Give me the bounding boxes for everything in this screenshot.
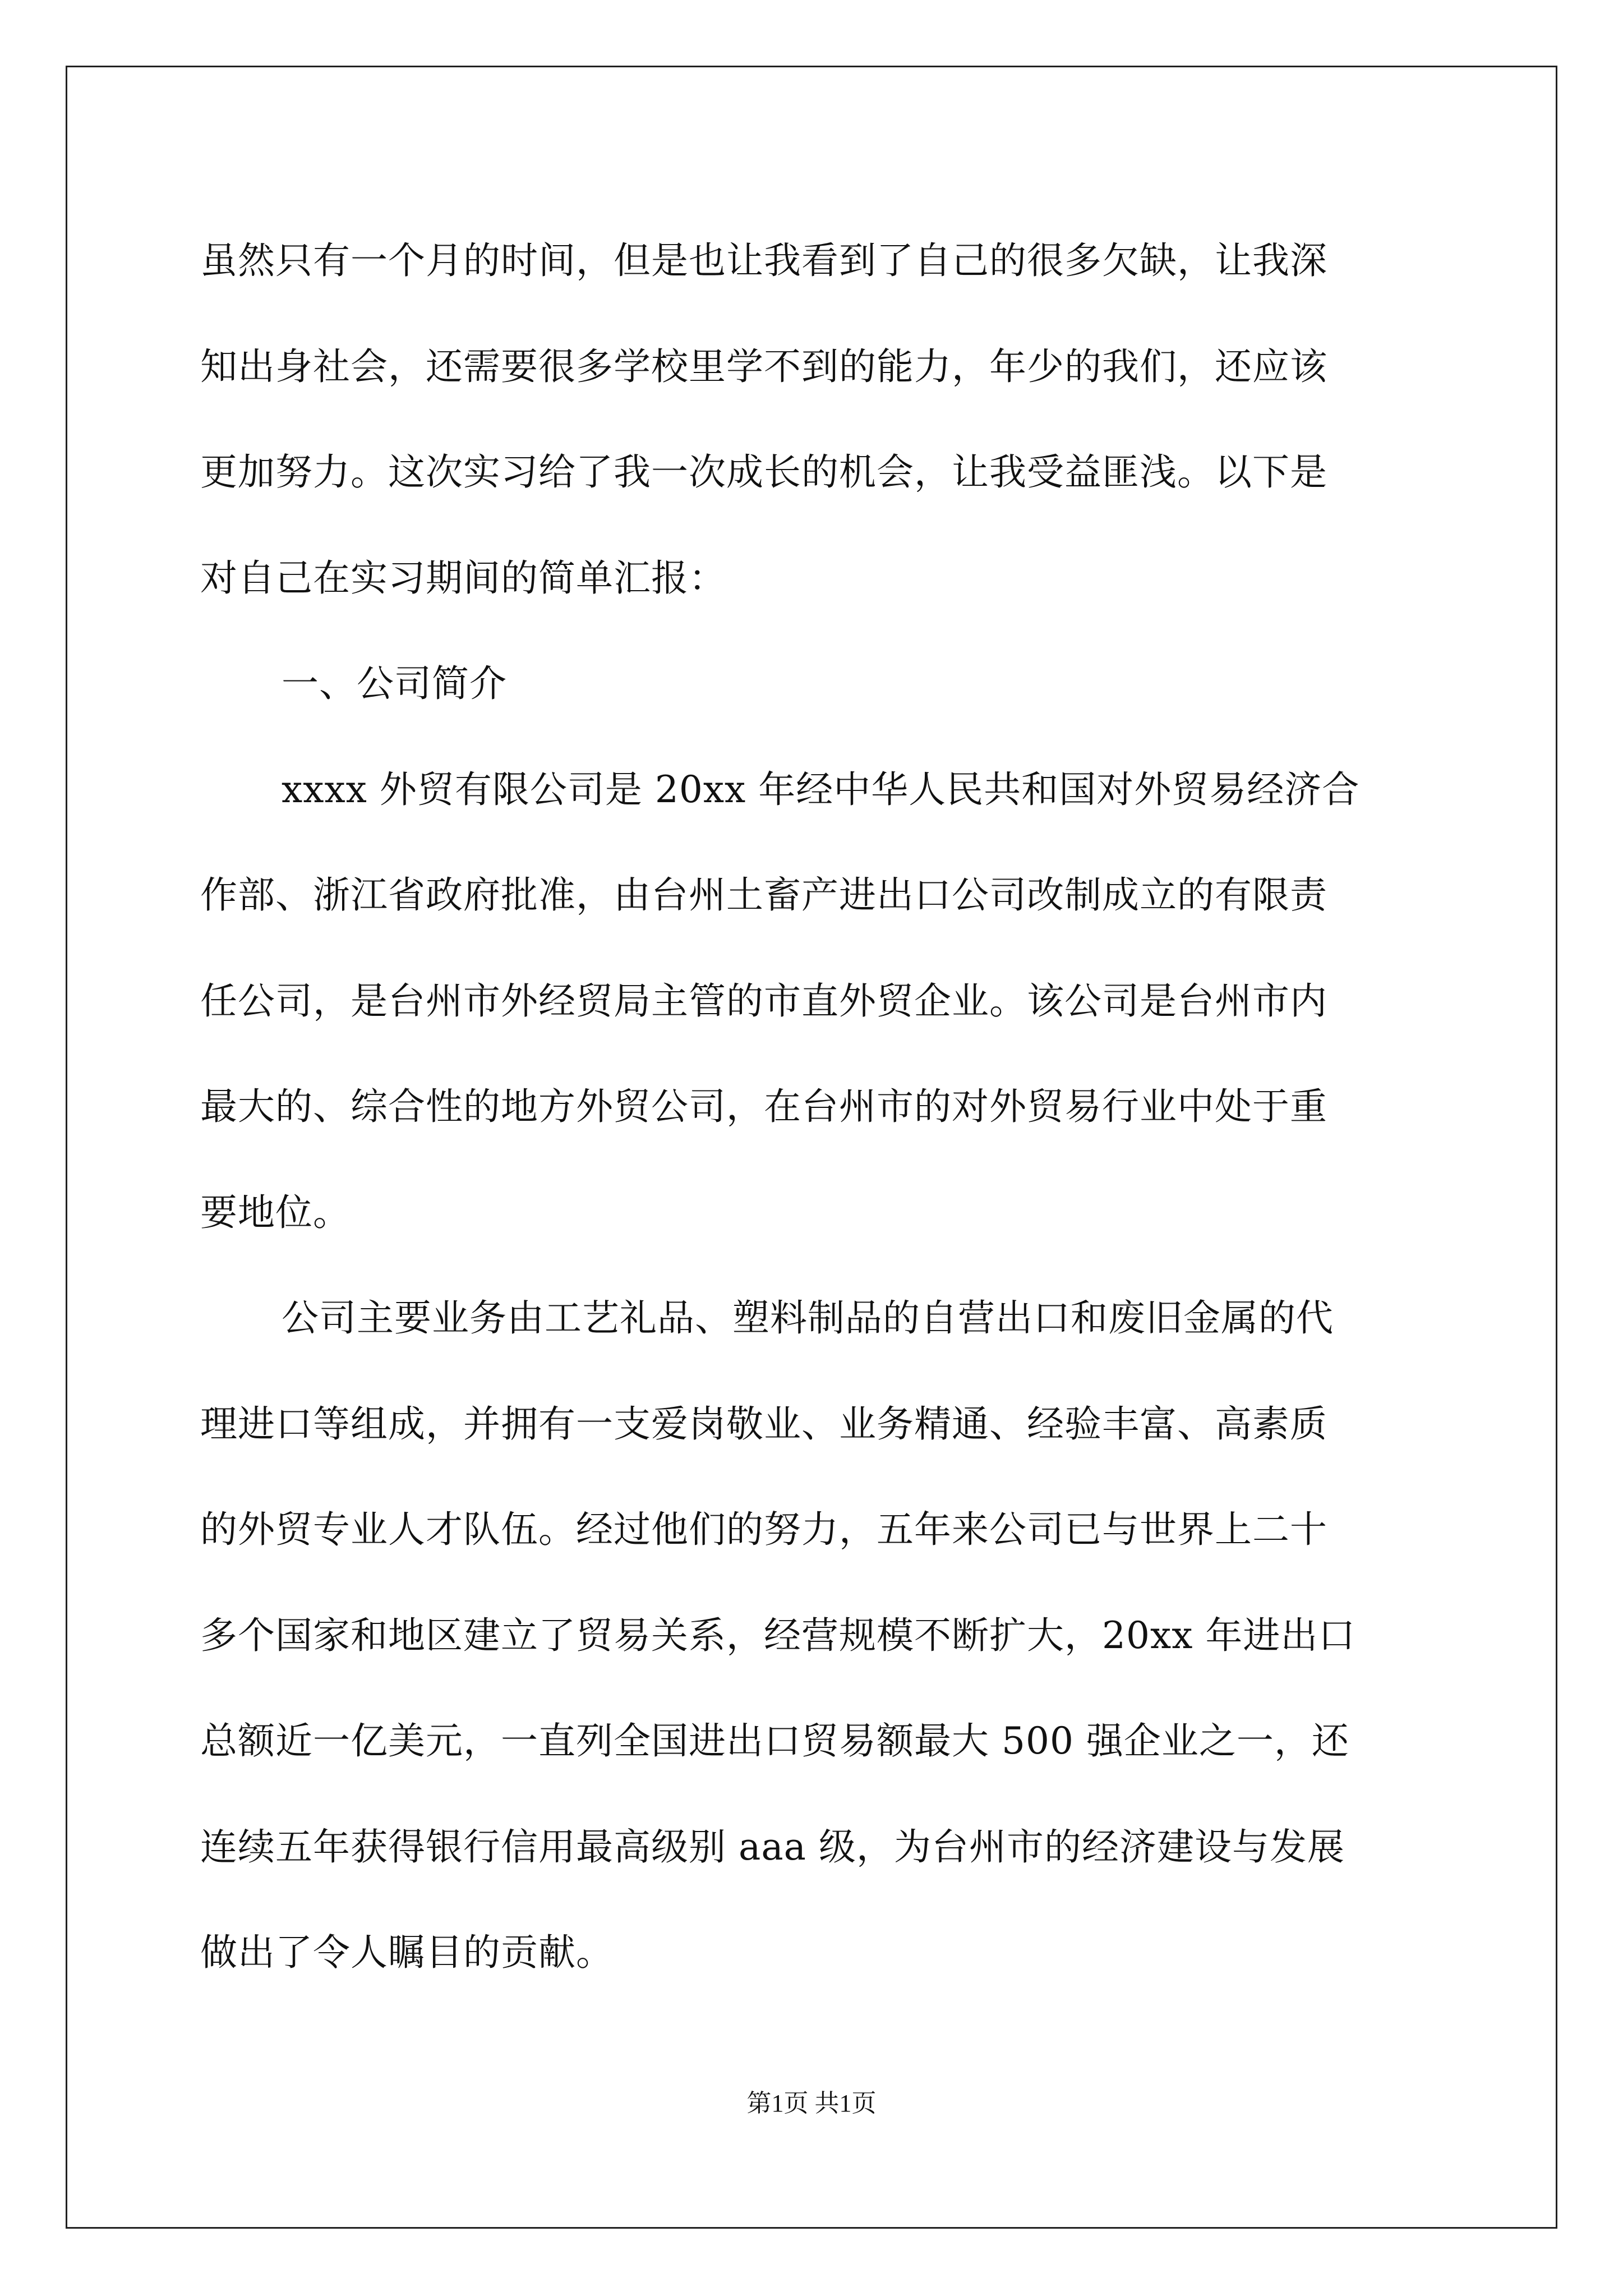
paragraph-line: 的外贸专业人才队伍。经过他们的努力，五年来公司已与世界上二十 (200, 1508, 1327, 1551)
page-footer: 第1页 共1页 (746, 2090, 877, 2117)
paragraph-line: 作部、浙江省政府批准，由台州土畜产进出口公司改制成立的有限责 (200, 873, 1327, 917)
paragraph-line: 更加努力。这次实习给了我一次成长的机会，让我受益匪浅。以下是 (200, 450, 1327, 494)
paragraph-line: 公司主要业务由工艺礼品、塑料制品的自营出口和废旧金属的代 (282, 1296, 1334, 1340)
paragraph-line: 虽然只有一个月的时间，但是也让我看到了自己的很多欠缺，让我深 (200, 239, 1327, 282)
paragraph-line: 总额近一亿美元，一直列全国进出口贸易额最大 500 强企业之一，还 (200, 1719, 1349, 1763)
paragraph-line: 连续五年获得银行信用最高级别 aaa 级，为台州市的经济建设与发展 (200, 1825, 1345, 1869)
paragraph-line: 做出了令人瞩目的贡献。 (200, 1931, 614, 1974)
paragraph-line: 多个国家和地区建立了贸易关系，经营规模不断扩大，20xx 年进出口 (200, 1613, 1356, 1657)
paragraph-line: 要地位。 (200, 1190, 351, 1234)
paragraph-line: 最大的、综合性的地方外贸公司，在台州市的对外贸易行业中处于重 (200, 1085, 1327, 1128)
paragraph-line: 对自己在实习期间的简单汇报： (200, 556, 726, 600)
paragraph-line: xxxx 外贸有限公司是 20xx 年经中华人民共和国对外贸易经济合 (282, 767, 1360, 811)
paragraph-line: 任公司，是台州市外经贸局主管的市直外贸企业。该公司是台州市内 (200, 979, 1327, 1023)
paragraph-line: 理进口等组成，并拥有一支爱岗敬业、业务精通、经验丰富、高素质 (200, 1402, 1327, 1446)
section-heading: 一、公司简介 (282, 662, 507, 705)
document-body (200, 208, 1421, 2006)
paragraph-line: 知出身社会，还需要很多学校里学不到的能力，年少的我们，还应该 (200, 344, 1327, 388)
